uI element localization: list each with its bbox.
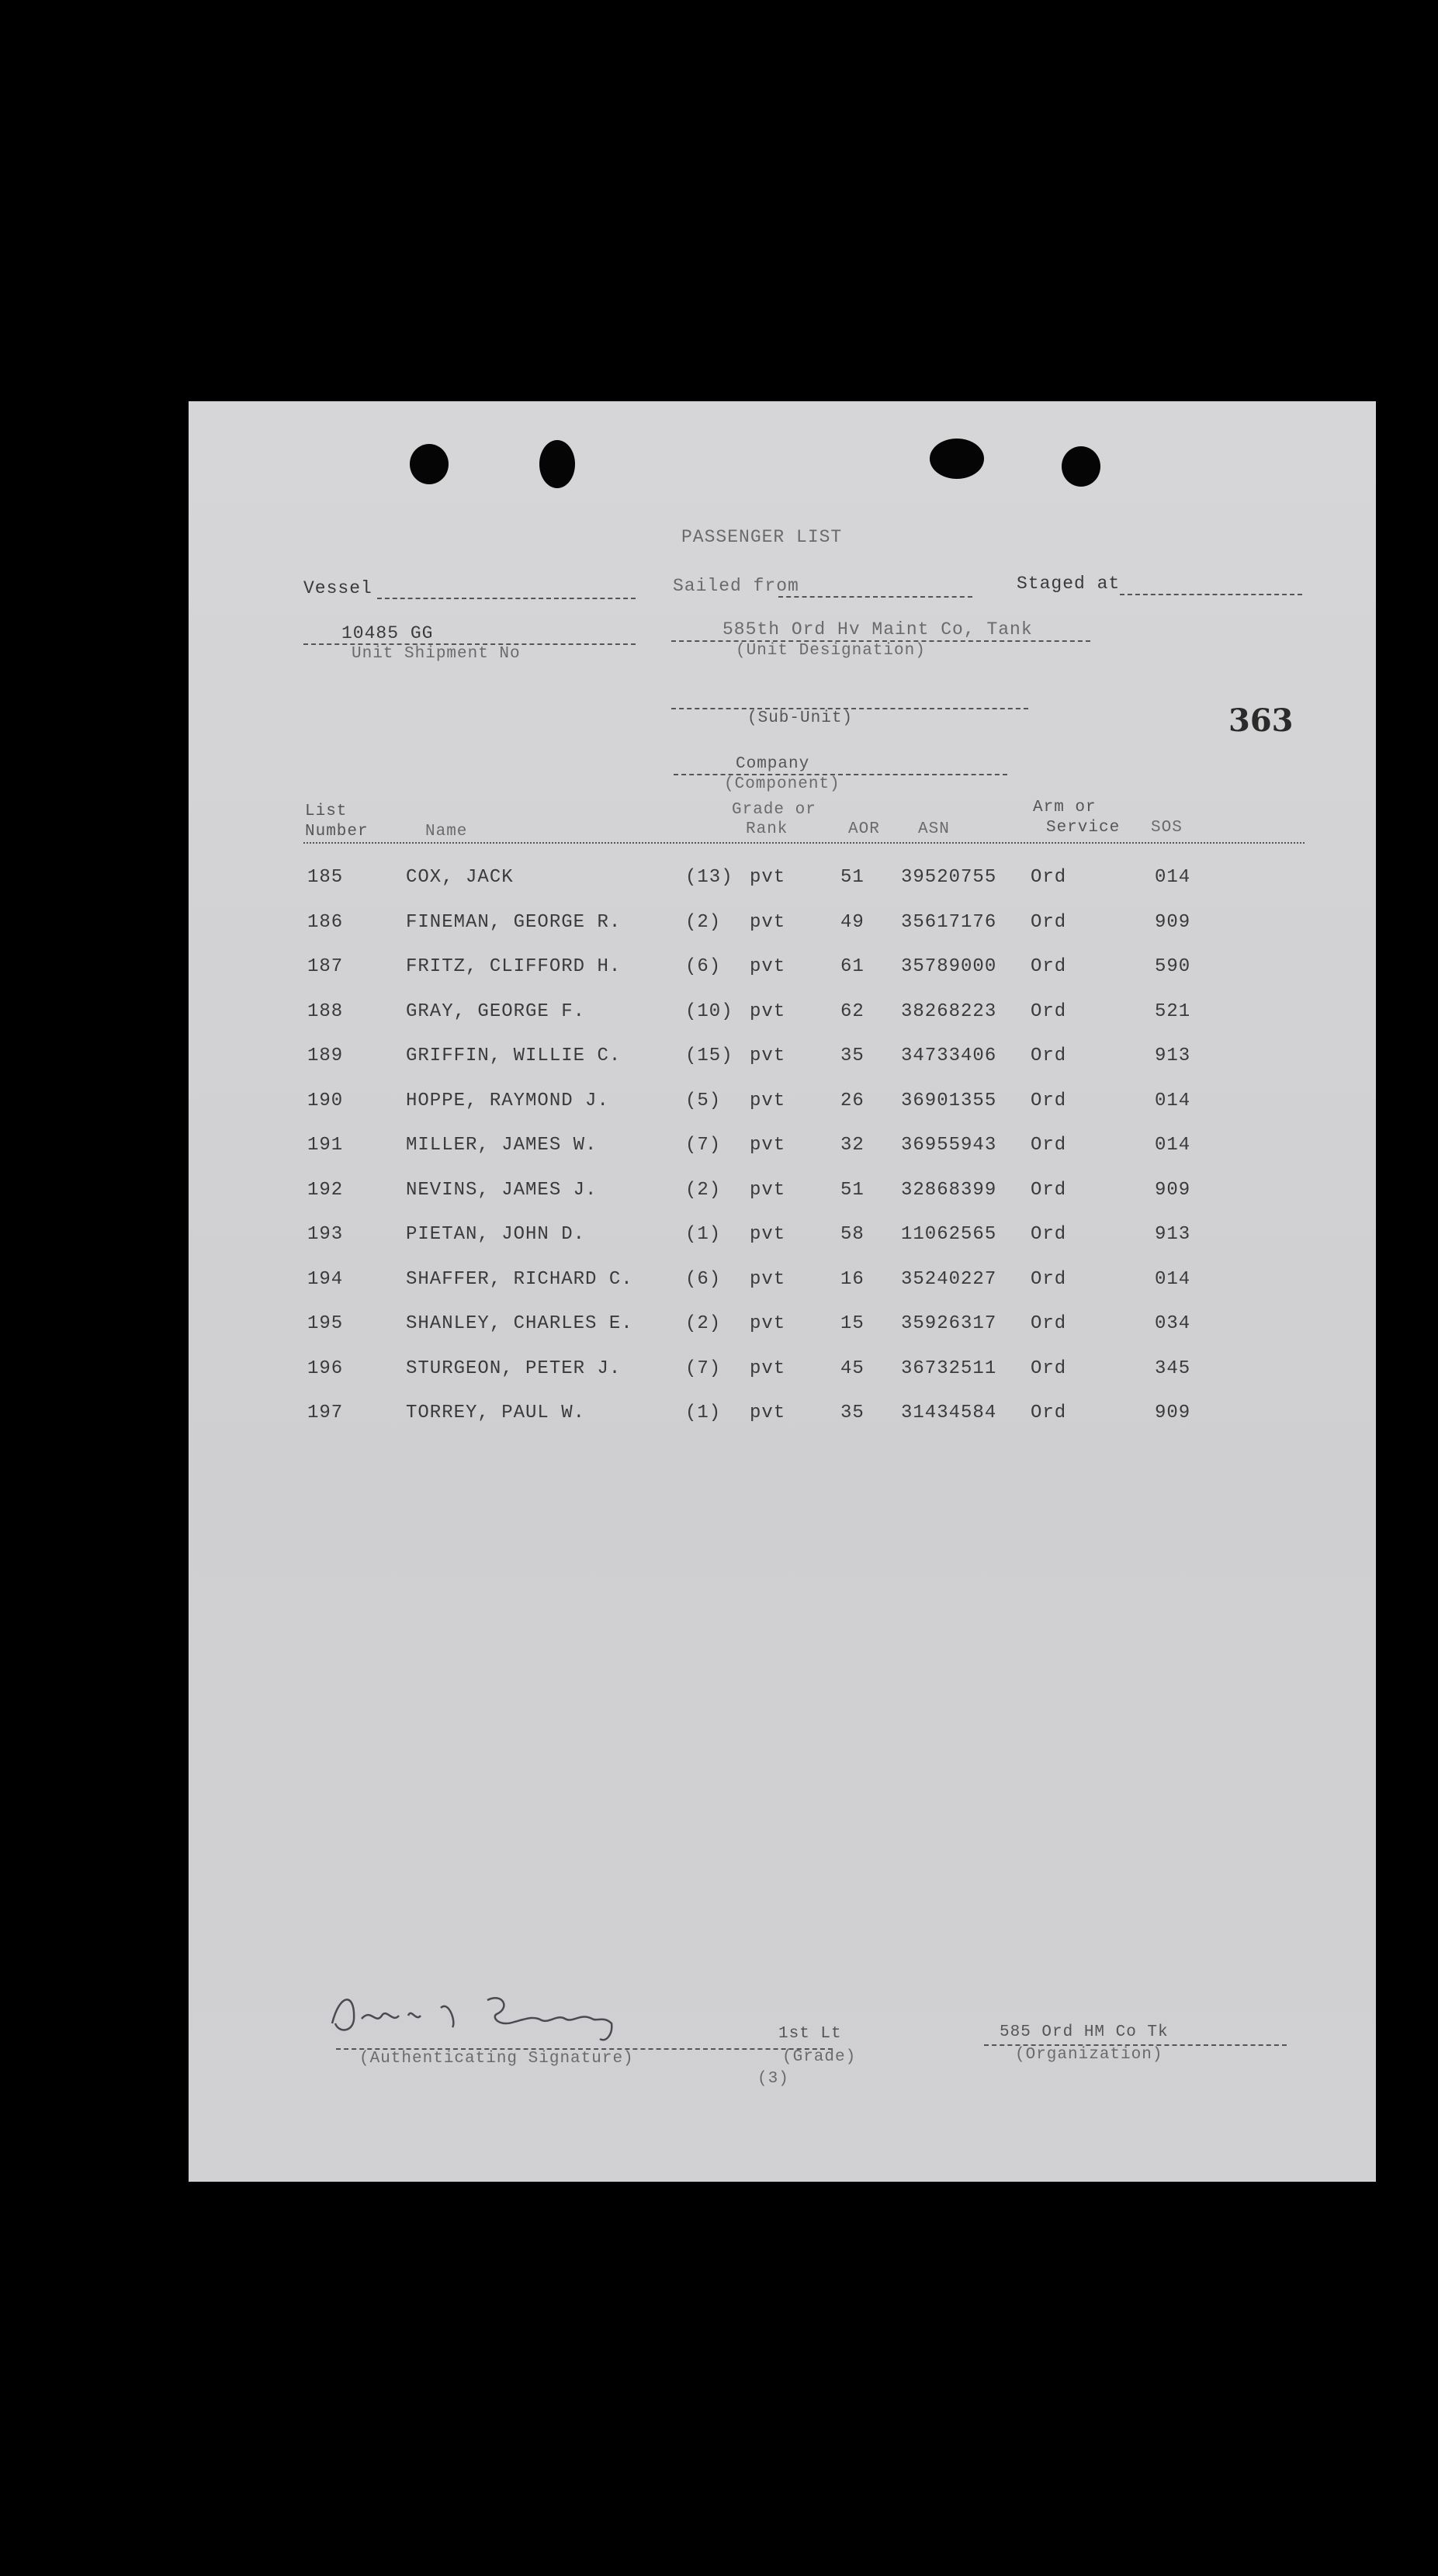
- asn: 35789000: [901, 956, 997, 977]
- rank: pvt: [750, 1313, 786, 1334]
- header-grade-line2: Rank: [746, 820, 788, 838]
- arm-or-service: Ord: [1031, 1224, 1067, 1245]
- passenger-name: MILLER, JAMES W.: [406, 1135, 598, 1156]
- asn: 36955943: [901, 1135, 997, 1156]
- organization-value: 585 Ord HM Co Tk: [1000, 2023, 1169, 2041]
- aor: 16: [840, 1268, 865, 1290]
- sos: 521: [1155, 1000, 1191, 1022]
- rank: pvt: [750, 1135, 786, 1156]
- rank: pvt: [750, 1000, 786, 1022]
- asn: 34733406: [901, 1045, 997, 1066]
- sailed-from-field-line: [778, 596, 972, 598]
- unit-designation: 585th Ord Hv Maint Co, Tank: [722, 619, 1033, 640]
- header-underline: [303, 842, 1305, 844]
- rank: pvt: [750, 867, 786, 888]
- page-number: 363: [1228, 702, 1294, 739]
- sos: 014: [1155, 1135, 1191, 1156]
- table-row: [189, 1358, 1376, 1389]
- unit-designation-label: (Unit Designation): [736, 642, 926, 660]
- punch-hole: [930, 439, 984, 479]
- company-value: Company: [736, 755, 810, 773]
- passenger-name: HOPPE, RAYMOND J.: [406, 1090, 609, 1111]
- list-number: 193: [307, 1224, 344, 1245]
- component-label: (Component): [724, 775, 840, 793]
- aor: 32: [840, 1135, 865, 1156]
- list-number: 196: [307, 1357, 344, 1379]
- arm-or-service: Ord: [1031, 1000, 1067, 1022]
- aor: 49: [840, 911, 865, 933]
- asn: 35926317: [901, 1313, 997, 1334]
- grade-code: (7): [685, 1135, 722, 1156]
- arm-or-service: Ord: [1031, 1402, 1067, 1423]
- header-asn: ASN: [918, 820, 950, 838]
- aor: 61: [840, 956, 865, 977]
- aor: 35: [840, 1402, 865, 1423]
- punch-hole: [1062, 446, 1100, 487]
- grade-code: (7): [685, 1357, 722, 1379]
- arm-or-service: Ord: [1031, 1045, 1067, 1066]
- grade-code: (6): [685, 956, 722, 977]
- list-number: 197: [307, 1402, 344, 1423]
- grade-label: (Grade): [782, 2048, 857, 2066]
- passenger-name: SHANLEY, CHARLES E.: [406, 1313, 633, 1334]
- list-number: 189: [307, 1045, 344, 1066]
- table-row: [189, 867, 1376, 898]
- signature-field-line: [336, 2048, 833, 2050]
- signature-label: (Authenticating Signature): [359, 2050, 634, 2068]
- table-row: [189, 1313, 1376, 1344]
- table-row: [189, 1090, 1376, 1122]
- header-grade-line1: Grade or: [732, 801, 816, 819]
- passenger-name: SHAFFER, RICHARD C.: [406, 1268, 633, 1290]
- sos: 909: [1155, 1179, 1191, 1201]
- table-row: [189, 1224, 1376, 1255]
- shipment-number: 10485 GG: [341, 623, 434, 643]
- punch-hole: [539, 440, 575, 488]
- aor: 51: [840, 1179, 865, 1201]
- grade-value: 1st Lt: [778, 2025, 842, 2043]
- table-row: [189, 1001, 1376, 1032]
- grade-code: (2): [685, 911, 722, 933]
- punch-hole: [410, 444, 449, 484]
- rank: pvt: [750, 1357, 786, 1379]
- sos: 909: [1155, 911, 1191, 933]
- grade-code: (5): [685, 1090, 722, 1111]
- list-number: 186: [307, 911, 344, 933]
- passenger-name: TORREY, PAUL W.: [406, 1402, 586, 1423]
- sos: 913: [1155, 1045, 1191, 1066]
- asn: 31434584: [901, 1402, 997, 1423]
- rank: pvt: [750, 1268, 786, 1290]
- rank: pvt: [750, 1179, 786, 1201]
- vessel-field-line: [377, 598, 636, 599]
- grade-code: (1): [685, 1402, 722, 1423]
- rank: pvt: [750, 956, 786, 977]
- sub-unit-label: (Sub-Unit): [747, 709, 854, 727]
- arm-or-service: Ord: [1031, 911, 1067, 933]
- header-arm-line2: Service: [1046, 819, 1121, 837]
- asn: 36901355: [901, 1090, 997, 1111]
- header-aor: AOR: [848, 820, 880, 838]
- sos: 345: [1155, 1357, 1191, 1379]
- grade-code: (10): [685, 1000, 733, 1022]
- grade-code: (1): [685, 1224, 722, 1245]
- arm-or-service: Ord: [1031, 1090, 1067, 1111]
- vessel-label: Vessel: [303, 578, 372, 598]
- sos: 590: [1155, 956, 1191, 977]
- arm-or-service: Ord: [1031, 1135, 1067, 1156]
- passenger-name: GRIFFIN, WILLIE C.: [406, 1045, 622, 1066]
- header-name: Name: [425, 823, 468, 841]
- staged-at-field-line: [1120, 594, 1302, 595]
- table-row: [189, 956, 1376, 987]
- passenger-name: STURGEON, PETER J.: [406, 1357, 622, 1379]
- aor: 35: [840, 1045, 865, 1066]
- grade-code: (13): [685, 867, 733, 888]
- asn: 38268223: [901, 1000, 997, 1022]
- aor: 26: [840, 1090, 865, 1111]
- grade-code: (6): [685, 1268, 722, 1290]
- sos: 014: [1155, 1268, 1191, 1290]
- grade-code: (2): [685, 1313, 722, 1334]
- arm-or-service: Ord: [1031, 1357, 1067, 1379]
- list-number: 195: [307, 1313, 344, 1334]
- aor: 62: [840, 1000, 865, 1022]
- table-row: [189, 912, 1376, 943]
- table-row: [189, 1135, 1376, 1166]
- header-list-number-line1: List: [305, 803, 348, 820]
- asn: 39520755: [901, 867, 997, 888]
- document-page: [189, 401, 1376, 2182]
- sos: 014: [1155, 867, 1191, 888]
- arm-or-service: Ord: [1031, 1268, 1067, 1290]
- passenger-name: PIETAN, JOHN D.: [406, 1224, 586, 1245]
- arm-or-service: Ord: [1031, 956, 1067, 977]
- grade-code: (2): [685, 1179, 722, 1201]
- page-mark: (3): [757, 2070, 789, 2088]
- table-row: [189, 1269, 1376, 1300]
- asn: 35240227: [901, 1268, 997, 1290]
- header-arm-line1: Arm or: [1033, 799, 1097, 816]
- list-number: 190: [307, 1090, 344, 1111]
- aor: 58: [840, 1224, 865, 1245]
- arm-or-service: Ord: [1031, 867, 1067, 888]
- shipment-label: Unit Shipment No: [352, 645, 521, 663]
- list-number: 194: [307, 1268, 344, 1290]
- header-sos: SOS: [1151, 819, 1183, 837]
- arm-or-service: Ord: [1031, 1313, 1067, 1334]
- aor: 15: [840, 1313, 865, 1334]
- asn: 32868399: [901, 1179, 997, 1201]
- organization-label: (Organization): [1015, 2046, 1163, 2064]
- sos: 034: [1155, 1313, 1191, 1334]
- authenticating-signature: [324, 1985, 666, 2047]
- sos: 913: [1155, 1224, 1191, 1245]
- rank: pvt: [750, 1402, 786, 1423]
- asn: 11062565: [901, 1224, 997, 1245]
- staged-at-label: Staged at: [1017, 574, 1121, 594]
- document-title: PASSENGER LIST: [681, 527, 843, 547]
- passenger-name: FINEMAN, GEORGE R.: [406, 911, 622, 933]
- rank: pvt: [750, 911, 786, 933]
- list-number: 192: [307, 1179, 344, 1201]
- aor: 51: [840, 867, 865, 888]
- list-number: 188: [307, 1000, 344, 1022]
- asn: 35617176: [901, 911, 997, 933]
- header-list-number-line2: Number: [305, 823, 369, 841]
- sailed-from-label: Sailed from: [673, 576, 799, 596]
- passenger-name: NEVINS, JAMES J.: [406, 1179, 598, 1201]
- arm-or-service: Ord: [1031, 1179, 1067, 1201]
- list-number: 187: [307, 956, 344, 977]
- list-number: 185: [307, 867, 344, 888]
- table-row: [189, 1045, 1376, 1077]
- aor: 45: [840, 1357, 865, 1379]
- asn: 36732511: [901, 1357, 997, 1379]
- sos: 909: [1155, 1402, 1191, 1423]
- passenger-name: GRAY, GEORGE F.: [406, 1000, 586, 1022]
- rank: pvt: [750, 1224, 786, 1245]
- table-row: [189, 1402, 1376, 1434]
- rank: pvt: [750, 1045, 786, 1066]
- sos: 014: [1155, 1090, 1191, 1111]
- passenger-name: COX, JACK: [406, 867, 514, 888]
- rank: pvt: [750, 1090, 786, 1111]
- grade-code: (15): [685, 1045, 733, 1066]
- table-row: [189, 1180, 1376, 1211]
- passenger-name: FRITZ, CLIFFORD H.: [406, 956, 622, 977]
- list-number: 191: [307, 1135, 344, 1156]
